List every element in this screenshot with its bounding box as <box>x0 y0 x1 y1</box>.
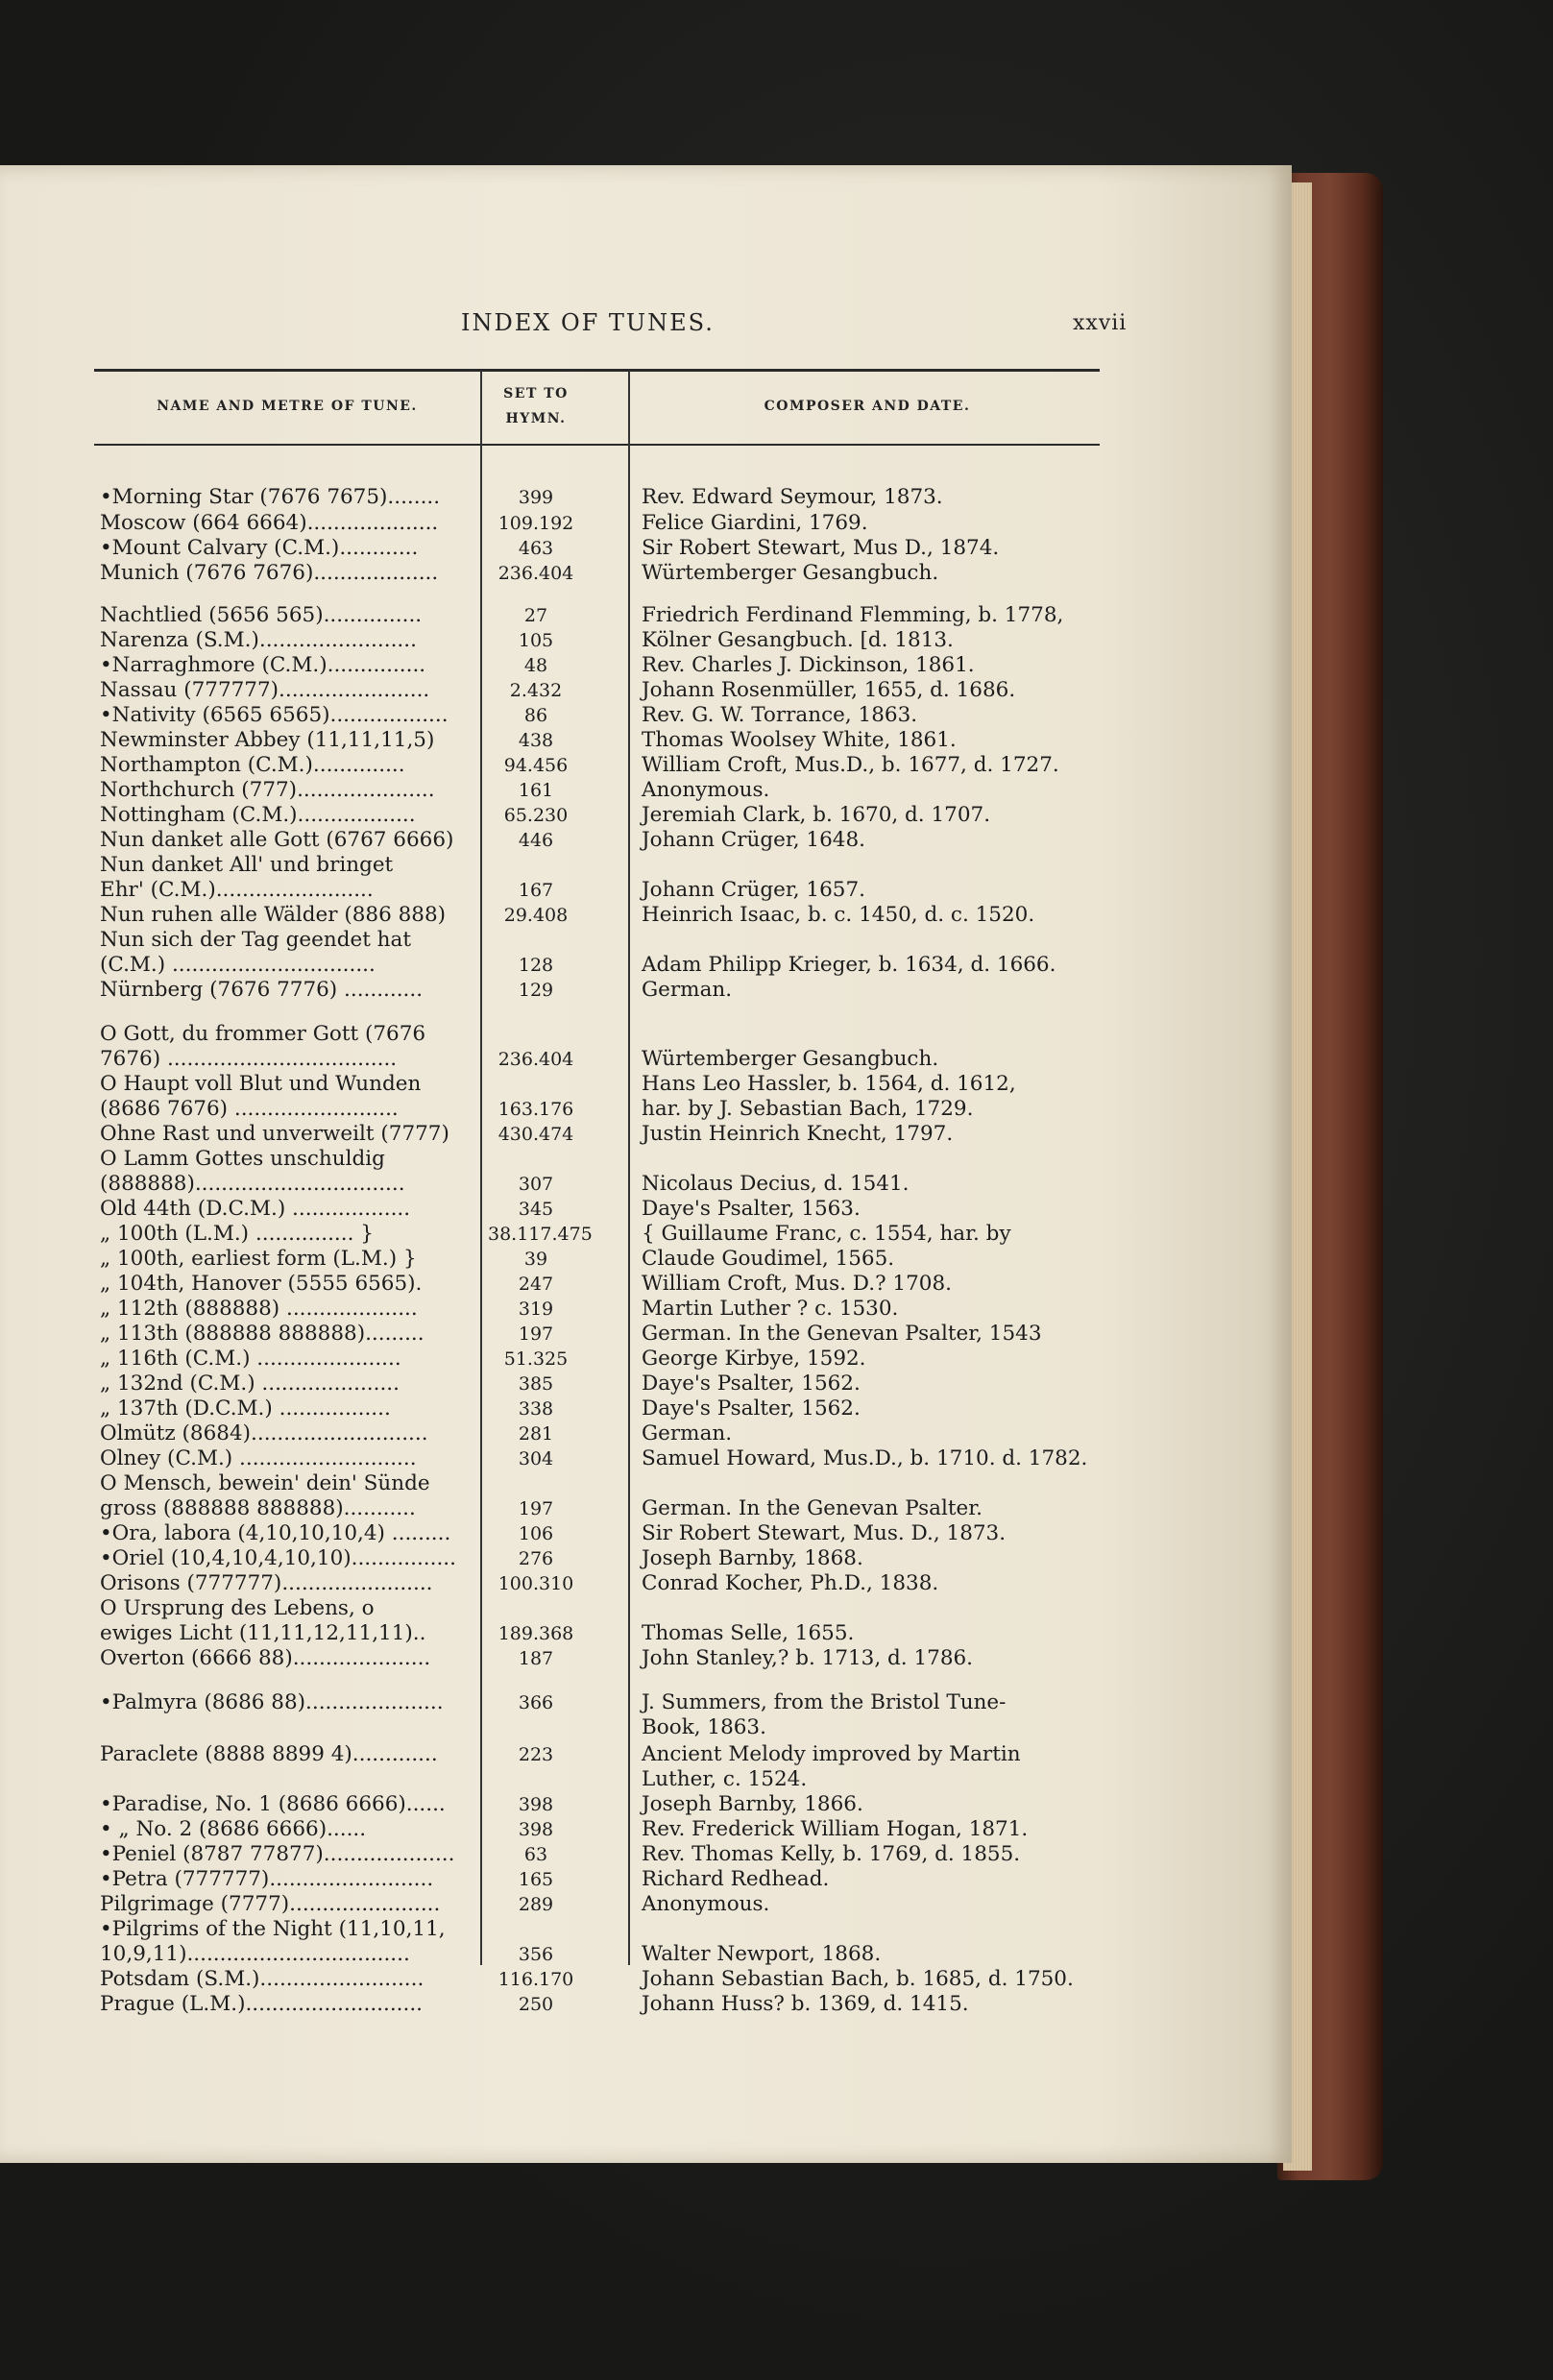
hymn-number: 385 <box>518 1373 554 1395</box>
table-row <box>0 1471 1292 1496</box>
tune-name: Nun danket alle Gott (6767 6666) <box>100 828 454 852</box>
hymn-number: 366 <box>518 1692 554 1713</box>
table-row <box>0 1967 1292 1992</box>
tune-name: „ 137th (D.C.M.) ................. <box>100 1396 391 1421</box>
table-row <box>0 1147 1292 1172</box>
hymn-number: 398 <box>518 1819 554 1840</box>
table-row <box>0 1742 1292 1767</box>
table-row <box>0 953 1292 978</box>
composer: Martin Luther ? c. 1530. <box>642 1297 899 1321</box>
table-row <box>0 511 1292 536</box>
header-name: NAME AND METRE OF TUNE. <box>157 399 418 414</box>
tune-name: (888888)................................ <box>100 1172 405 1196</box>
composer: Rev. G. W. Torrance, 1863. <box>642 703 918 727</box>
header-top-rule <box>94 369 1100 372</box>
tune-name: Nürnberg (7676 7776) ............ <box>100 978 424 1002</box>
hymn-number: 39 <box>523 1249 548 1270</box>
tune-name: O Mensch, bewein' dein' Sünde <box>100 1471 430 1495</box>
table-row <box>0 828 1292 853</box>
tune-name: •Morning Star (7676 7675)........ <box>100 485 441 509</box>
table-row <box>0 1072 1292 1097</box>
composer: Daye's Psalter, 1562. <box>642 1372 861 1396</box>
composer: Jeremiah Clark, b. 1670, d. 1707. <box>642 803 991 827</box>
header-hymn-1: SET TO <box>503 386 569 401</box>
composer: Daye's Psalter, 1563. <box>642 1197 861 1221</box>
table-row <box>0 1372 1292 1396</box>
tune-name: Overton (6666 88)..................... <box>100 1646 431 1670</box>
composer: Joseph Barnby, 1868. <box>642 1546 863 1570</box>
hymn-number: 128 <box>518 955 554 976</box>
composer: Sir Robert Stewart, Mus. D., 1873. <box>642 1521 1007 1545</box>
tune-name: Old 44th (D.C.M.) .................. <box>100 1197 411 1221</box>
composer: Hans Leo Hassler, b. 1564, d. 1612, <box>642 1072 1016 1096</box>
hymn-number: 430.474 <box>497 1124 574 1145</box>
table-row <box>0 753 1292 778</box>
composer: Nicolaus Decius, d. 1541. <box>642 1172 910 1196</box>
composer: Book, 1863. <box>642 1715 766 1739</box>
composer: German. <box>642 978 733 1002</box>
table-row <box>0 1347 1292 1372</box>
composer: Conrad Kocher, Ph.D., 1838. <box>642 1571 939 1595</box>
tune-name: „ 100th (L.M.) ............... } <box>100 1222 374 1246</box>
tune-name: •Palmyra (8686 88)..................... <box>100 1690 444 1714</box>
tune-name: „ 113th (888888 888888)......... <box>100 1322 425 1346</box>
composer: Kölner Gesangbuch. [d. 1813. <box>642 628 954 652</box>
tune-name: (8686 7676) ......................... <box>100 1097 399 1121</box>
hymn-number: 197 <box>518 1498 554 1519</box>
hymn-number: 48 <box>523 655 548 676</box>
tune-name: • „ No. 2 (8686 6666)...... <box>100 1817 367 1841</box>
table-row <box>0 1917 1292 1942</box>
tune-name: Moscow (664 6664).................... <box>100 511 439 535</box>
tune-name: Nun sich der Tag geendet hat <box>100 928 411 952</box>
table-row <box>0 536 1292 561</box>
hymn-number: 27 <box>523 605 548 626</box>
hymn-number: 163.176 <box>497 1099 574 1120</box>
table-row <box>0 1396 1292 1421</box>
table-row <box>0 728 1292 753</box>
hymn-number: 398 <box>518 1794 554 1815</box>
hymn-number: 189.368 <box>497 1623 574 1644</box>
tune-name: (C.M.) ............................... <box>100 953 376 977</box>
table-row <box>0 485 1292 510</box>
tune-name: Northchurch (777)..................... <box>100 778 435 802</box>
table-row <box>0 1197 1292 1222</box>
table-row <box>0 1767 1292 1792</box>
tune-name: ewiges Licht (11,11,12,11,11).. <box>100 1621 426 1645</box>
table-row <box>0 1172 1292 1197</box>
composer: German. <box>642 1421 733 1445</box>
composer: Daye's Psalter, 1562. <box>642 1396 861 1421</box>
table-row <box>0 1496 1292 1521</box>
tune-name: •Mount Calvary (C.M.)............ <box>100 536 419 560</box>
composer: Ancient Melody improved by Martin <box>642 1742 1021 1766</box>
hymn-number: 250 <box>518 1994 554 2015</box>
tune-name: gross (888888 888888)........... <box>100 1496 416 1520</box>
table-row <box>0 1122 1292 1147</box>
table-row <box>0 1621 1292 1646</box>
composer: Rev. Thomas Kelly, b. 1769, d. 1855. <box>642 1842 1021 1866</box>
hymn-number: 438 <box>518 730 554 751</box>
composer: Johann Huss? b. 1369, d. 1415. <box>642 1992 969 2016</box>
table-row <box>0 928 1292 953</box>
composer: George Kirbye, 1592. <box>642 1347 866 1371</box>
tune-name: Potsdam (S.M.)......................... <box>100 1967 425 1991</box>
composer: German. In the Genevan Psalter. <box>642 1496 983 1520</box>
table-row <box>0 1446 1292 1471</box>
composer: Rev. Edward Seymour, 1873. <box>642 485 943 509</box>
composer: Felice Giardini, 1769. <box>642 511 868 535</box>
composer: Rev. Frederick William Hogan, 1871. <box>642 1817 1029 1841</box>
table-row <box>0 853 1292 878</box>
composer: har. by J. Sebastian Bach, 1729. <box>642 1097 974 1121</box>
hymn-number: 105 <box>518 630 554 651</box>
tune-name: Ehr' (C.M.)........................ <box>100 878 374 902</box>
hymn-number: 223 <box>518 1744 554 1765</box>
hymn-number: 307 <box>518 1174 554 1195</box>
table-row <box>0 1546 1292 1571</box>
composer: Walter Newport, 1868. <box>642 1942 882 1966</box>
header-hymn-2: HYMN. <box>505 411 567 426</box>
table-row <box>0 1842 1292 1867</box>
composer: Heinrich Isaac, b. c. 1450, d. c. 1520. <box>642 903 1035 927</box>
tune-name: Orisons (777777)....................... <box>100 1571 433 1595</box>
page-title: INDEX OF TUNES. <box>461 309 715 336</box>
running-head <box>0 309 1292 348</box>
table-row <box>0 1571 1292 1596</box>
hymn-number: 86 <box>523 705 548 726</box>
tune-name: •Petra (777777)......................... <box>100 1867 434 1891</box>
tune-name: „ 104th, Hanover (5555 6565). <box>100 1272 423 1296</box>
tune-name: •Narraghmore (C.M.)............... <box>100 653 426 677</box>
composer: William Croft, Mus. D.? 1708. <box>642 1272 952 1296</box>
hymn-number: 338 <box>518 1398 554 1420</box>
tune-name: „ 132nd (C.M.) ..................... <box>100 1372 400 1396</box>
composer: Würtemberger Gesangbuch. <box>642 561 939 585</box>
table-row <box>0 1097 1292 1122</box>
table-row <box>0 1297 1292 1322</box>
hymn-number: 236.404 <box>497 1049 574 1070</box>
tune-name: „ 116th (C.M.) ...................... <box>100 1347 401 1371</box>
tune-name: O Haupt voll Blut und Wunden <box>100 1072 422 1096</box>
composer: Sir Robert Stewart, Mus D., 1874. <box>642 536 1000 560</box>
tune-name: Olmütz (8684)........................... <box>100 1421 428 1445</box>
table-row <box>0 1322 1292 1347</box>
composer: { Guillaume Franc, c. 1554, har. by <box>642 1222 1011 1246</box>
hymn-number: 276 <box>518 1548 554 1569</box>
table-row <box>0 1892 1292 1917</box>
tune-name: „ 112th (888888) .................... <box>100 1297 418 1321</box>
table-row <box>0 1715 1292 1740</box>
tune-name: 10,9,11).................................. <box>100 1942 410 1966</box>
tune-name: O Ursprung des Lebens, o <box>100 1596 375 1620</box>
hymn-number: 197 <box>518 1324 554 1345</box>
table-row <box>0 653 1292 678</box>
table-row <box>0 1521 1292 1546</box>
table-row <box>0 978 1292 1003</box>
composer: Anonymous. <box>642 778 770 802</box>
hymn-number: 236.404 <box>497 563 574 584</box>
tune-name: •Peniel (8787 77877).................... <box>100 1842 455 1866</box>
composer: Joseph Barnby, 1866. <box>642 1792 863 1816</box>
hymn-number: 116.170 <box>497 1969 574 1990</box>
table-row <box>0 1942 1292 1967</box>
tune-name: Munich (7676 7676)................... <box>100 561 439 585</box>
table-row <box>0 1247 1292 1272</box>
tune-name: 7676) ................................... <box>100 1047 398 1071</box>
composer: German. In the Genevan Psalter, 1543 <box>642 1322 1042 1346</box>
table-row <box>0 803 1292 828</box>
hymn-number: 399 <box>518 487 554 508</box>
tune-name: •Paradise, No. 1 (8686 6666)...... <box>100 1792 446 1816</box>
composer: Johann Crüger, 1648. <box>642 828 865 852</box>
composer: Samuel Howard, Mus.D., b. 1710. d. 1782. <box>642 1446 1088 1470</box>
table-row <box>0 1222 1292 1247</box>
tune-name: Narenza (S.M.)........................ <box>100 628 417 652</box>
table-row <box>0 1867 1292 1892</box>
hymn-number: 51.325 <box>503 1348 569 1370</box>
tune-name: Nassau (777777)....................... <box>100 678 430 702</box>
tune-name: •Ora, labora (4,10,10,10,4) ......... <box>100 1521 451 1545</box>
hymn-number: 463 <box>518 538 554 559</box>
table-row <box>0 1047 1292 1072</box>
tune-name: Northampton (C.M.).............. <box>100 753 405 777</box>
composer: Johann Sebastian Bach, b. 1685, d. 1750. <box>642 1967 1074 1991</box>
hymn-number: 161 <box>518 780 554 801</box>
tune-name: Newminster Abbey (11,11,11,5) <box>100 728 435 752</box>
table-row <box>0 1272 1292 1297</box>
hymn-number: 319 <box>518 1299 554 1320</box>
tune-name: Prague (L.M.)........................... <box>100 1992 423 2016</box>
tune-name: •Pilgrims of the Night (11,10,11, <box>100 1917 446 1941</box>
composer: Rev. Charles J. Dickinson, 1861. <box>642 653 975 677</box>
hymn-number: 2.432 <box>509 680 563 701</box>
header-composer: COMPOSER AND DATE. <box>764 399 971 414</box>
table-row <box>0 678 1292 703</box>
hymn-number: 94.456 <box>503 755 569 776</box>
hymn-number: 281 <box>518 1423 554 1445</box>
hymn-number: 38.117.475 <box>488 1224 593 1245</box>
hymn-number: 167 <box>518 880 554 901</box>
composer: Anonymous. <box>642 1892 770 1916</box>
table-row <box>0 1421 1292 1446</box>
composer: Richard Redhead. <box>642 1867 830 1891</box>
table-row <box>0 1817 1292 1842</box>
tune-name: Paraclete (8888 8899 4)............. <box>100 1742 438 1766</box>
hymn-number: 247 <box>518 1274 554 1295</box>
table-row <box>0 628 1292 653</box>
table-row <box>0 703 1292 728</box>
table-row <box>0 1022 1292 1047</box>
table-row <box>0 1596 1292 1621</box>
hymn-number: 100.310 <box>497 1573 574 1594</box>
hymn-number: 106 <box>518 1523 554 1544</box>
hymn-number: 65.230 <box>503 805 569 826</box>
composer: Claude Goudimel, 1565. <box>642 1247 895 1271</box>
hymn-number: 345 <box>518 1199 554 1220</box>
hymn-number: 304 <box>518 1448 554 1469</box>
tune-name: •Nativity (6565 6565).................. <box>100 703 449 727</box>
composer: J. Summers, from the Bristol Tune- <box>642 1690 1007 1714</box>
composer: Adam Philipp Krieger, b. 1634, d. 1666. <box>642 953 1056 977</box>
tune-name: O Gott, du frommer Gott (7676 <box>100 1022 426 1046</box>
table-row <box>0 778 1292 803</box>
tune-name: Pilgrimage (7777)....................... <box>100 1892 441 1916</box>
hymn-number: 289 <box>518 1894 554 1915</box>
tune-name: •Oriel (10,4,10,4,10,10)................ <box>100 1546 456 1570</box>
header-bottom-rule <box>94 444 1100 446</box>
hymn-number: 129 <box>518 980 554 1001</box>
tune-name: Nun danket All' und bringet <box>100 853 394 877</box>
composer: Würtemberger Gesangbuch. <box>642 1047 939 1071</box>
composer: John Stanley,? b. 1713, d. 1786. <box>642 1646 974 1670</box>
hymn-number: 29.408 <box>503 905 569 926</box>
composer: William Croft, Mus.D., b. 1677, d. 1727. <box>642 753 1059 777</box>
hymn-number: 165 <box>518 1869 554 1890</box>
composer: Thomas Woolsey White, 1861. <box>642 728 957 752</box>
table-row <box>0 561 1292 586</box>
composer: Friedrich Ferdinand Flemming, b. 1778, <box>642 603 1064 627</box>
tune-name: Ohne Rast und unverweilt (7777) <box>100 1122 449 1146</box>
composer: Luther, c. 1524. <box>642 1767 808 1791</box>
table-row <box>0 1646 1292 1671</box>
tune-name: Nachtlied (5656 565)............... <box>100 603 423 627</box>
table-row <box>0 1992 1292 2017</box>
hymn-number: 446 <box>518 830 554 851</box>
table-row <box>0 1690 1292 1715</box>
composer: Johann Rosenmüller, 1655, d. 1686. <box>642 678 1016 702</box>
table-row <box>0 603 1292 628</box>
composer: Johann Crüger, 1657. <box>642 878 865 902</box>
table-row <box>0 903 1292 928</box>
composer: Justin Heinrich Knecht, 1797. <box>642 1122 954 1146</box>
hymn-number: 356 <box>518 1944 554 1965</box>
hymn-number: 63 <box>523 1844 548 1865</box>
table-row <box>0 1792 1292 1817</box>
table-row <box>0 878 1292 903</box>
tune-name: Nun ruhen alle Wälder (886 888) <box>100 903 447 927</box>
hymn-number: 109.192 <box>497 513 574 534</box>
tune-name: Olney (C.M.) ........................... <box>100 1446 417 1470</box>
tune-name: „ 100th, earliest form (L.M.) } <box>100 1247 417 1271</box>
hymn-number: 187 <box>518 1648 554 1669</box>
tune-name: O Lamm Gottes unschuldig <box>100 1147 385 1171</box>
page-number: xxvii <box>1073 311 1128 335</box>
tune-name: Nottingham (C.M.).................. <box>100 803 416 827</box>
composer: Thomas Selle, 1655. <box>642 1621 855 1645</box>
